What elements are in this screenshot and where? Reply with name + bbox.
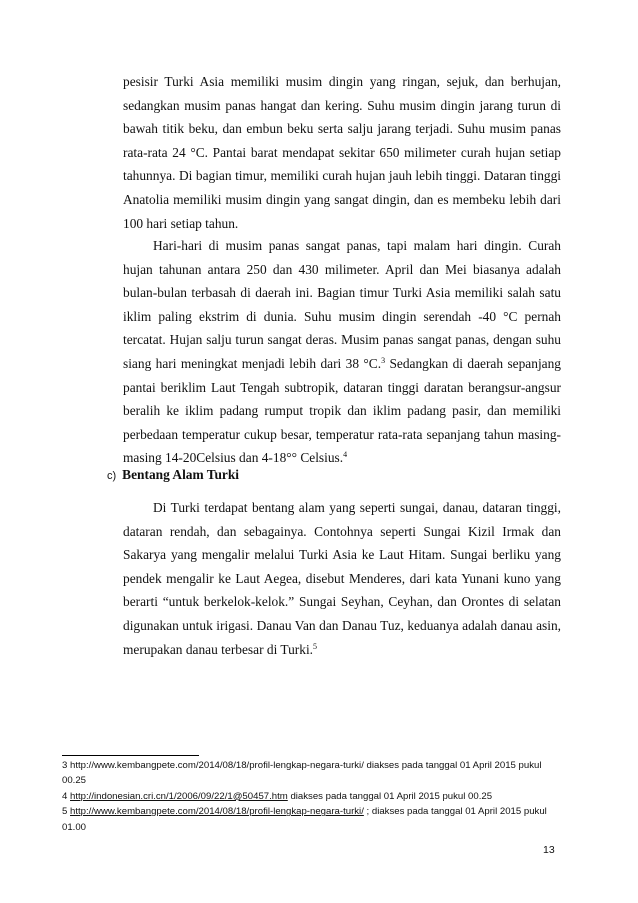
footnote-link[interactable]: http://indonesian.cri.cn/1/2006/09/22/1@50457.htm	[70, 790, 288, 802]
footnotes	[62, 758, 562, 835]
paragraph-text: pesisir Turki Asia memiliki musim dingin yang ringan, sejuk, dan berhujan, sedangkan musim panas hangat dan kering. Suhu musim dingin jarang turun di bawah titik beku, dan embun beku serta salju jarang terjadi. Suhu musim panas rata-rata 24 °C. Pantai barat mendapat sekitar 650 milimeter curah hujan setiap tahunnya. Di bagian timur, memiliki curah hujan jauh lebih tinggi. Dataran tinggi Anatolia memiliki musim dingin yang sangat dingin, dan es membeku lebih dari 100 hari setiap tahun.	[123, 74, 561, 231]
footnote-5	[62, 804, 562, 835]
heading-title: Bentang Alam Turki	[122, 467, 240, 482]
section-heading	[107, 465, 239, 486]
footnote-text: ; diakses pada tanggal 01 April 2015 pukul 01.00	[62, 806, 547, 833]
footnote-number: 5	[62, 806, 68, 818]
paragraph-text	[123, 496, 561, 661]
footnote-ref-3[interactable]: 3	[381, 355, 386, 365]
footnote-link[interactable]: http://www.kembangpete.com/2014/08/18/profil-lengkap-negara-turki/	[70, 806, 364, 818]
footnote-4	[62, 789, 562, 804]
paragraph-landscape	[123, 496, 561, 661]
footnote-number: 4	[62, 790, 68, 802]
paragraph-climate-summer	[123, 234, 561, 470]
paragraph-part: Sedangkan di daerah sepanjang pantai beriklim Laut Tengah subtropik, dataran tinggi daratan berangsur-angsur beralih ke iklim padang rumput tropik dan iklim padang pasir, dan memiliki perbedaan temperatur cukup besar, temperatur rata-rata sepanjang tahun masing-masing 14-20Celsius dan 4-18°° Celsius.	[123, 355, 561, 466]
footnote-ref-5[interactable]: 5	[313, 641, 318, 651]
footnote-text: diakses pada tanggal 01 April 2015 pukul 00.25	[287, 790, 493, 802]
footnote-separator	[62, 755, 199, 756]
page-number: 13	[543, 844, 555, 856]
footnote-ref-4[interactable]: 4	[343, 450, 348, 460]
footnote-text: http://www.kembangpete.com/2014/08/18/profil-lengkap-negara-turki/ diakses pada tanggal 01 April 2015 pukul 00.25	[62, 760, 542, 787]
footnote-number: 3	[62, 760, 68, 771]
paragraph-part: Di Turki terdapat bentang alam yang seperti sungai, danau, dataran tinggi, dataran rendah, dan sebagainya. Contohnya seperti Sungai Kizil Irmak dan Sakarya yang mengalir melalui Turki Asia ke Laut Hitam. Sungai berliku yang pendek mengalir ke Laut Aegea, disebut Menderes, dari kata Yunani kuno yang berarti “untuk berkelok-kelok.” Sungai Seyhan, Ceyhan, dan Orontes di selatan digunakan untuk irigasi. Danau Van dan Danau Tuz, keduanya adalah danau asin, merupakan danau terbesar di Turki.	[123, 500, 561, 657]
footnote-3	[62, 758, 562, 789]
paragraph-climate-coast	[123, 70, 561, 235]
paragraph-part: Hari-hari di musim panas sangat panas, tapi malam hari dingin. Curah hujan tahunan antara 250 dan 430 milimeter. April dan Mei biasanya adalah bulan-bulan terbasah di daerah ini. Bagian timur Turki Asia memiliki salah satu iklim paling ekstrim di dunia. Suhu musim dingin serendah -40 °C pernah tercatat. Hujan salju turun sangat deras. Musim panas sangat panas, dengan suhu siang hari meningkat menjadi lebih dari 38 °C.	[123, 238, 561, 371]
heading-letter: c)	[107, 470, 117, 482]
paragraph-text	[123, 234, 561, 470]
